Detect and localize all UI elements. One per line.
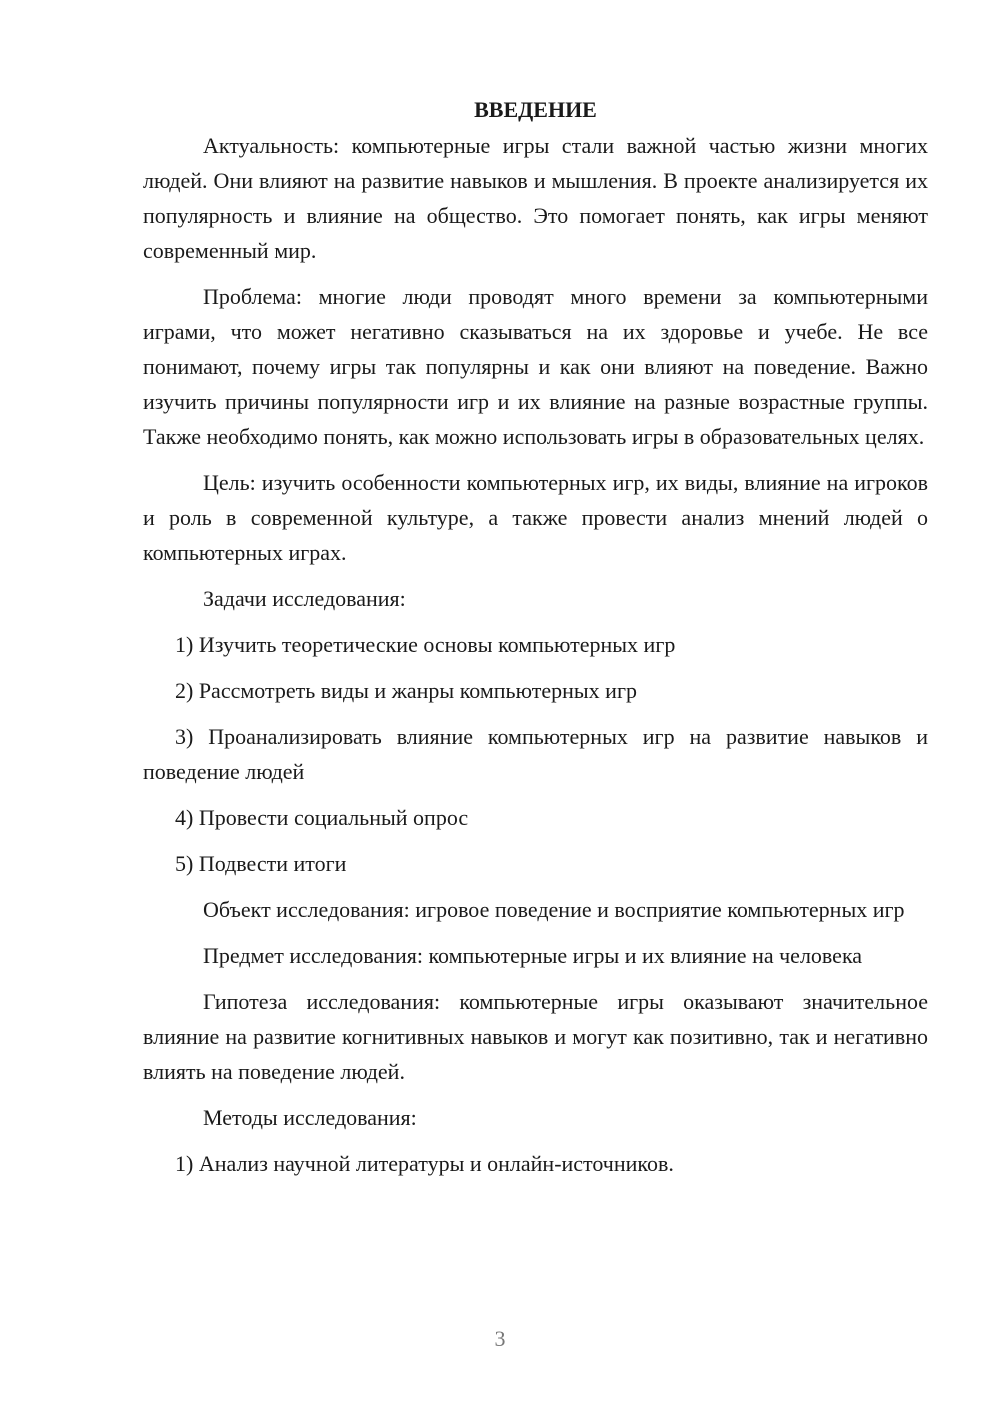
relevance-paragraph: Актуальность: компьютерные игры стали важной частью жизни многих людей. Они влияют на развитие навыков и мышления. В проекте анализируется их популярность и влияние на общество. Это помогает понять, как игры меняют современный мир.: [143, 133, 928, 263]
document-page: [143, 92, 928, 1181]
subject-paragraph: Предмет исследования: компьютерные игры и их влияние на человека: [203, 943, 863, 968]
task-item: 4) Провести социальный опрос: [175, 805, 469, 830]
hypothesis-paragraph: Гипотеза исследования: компьютерные игры оказывают значительное влияние на развитие когнитивных навыков и могут как позитивно, так и негативно влиять на поведение людей.: [143, 989, 928, 1084]
tasks-heading: Задачи исследования:: [203, 586, 406, 611]
object-paragraph: Объект исследования: игровое поведение и восприятие компьютерных игр: [203, 897, 905, 922]
task-item: 1) Изучить теоретические основы компьютерных игр: [175, 632, 676, 657]
section-title: ВВЕДЕНИЕ: [474, 97, 597, 122]
method-item: 1) Анализ научной литературы и онлайн-источников.: [175, 1151, 674, 1176]
goal-paragraph: Цель: изучить особенности компьютерных игр, их виды, влияние на игроков и роль в современной культуре, а также провести анализ мнений людей о компьютерных играх.: [143, 470, 928, 565]
task-item: 3) Проанализировать влияние компьютерных игр на развитие навыков и поведение людей: [143, 724, 928, 784]
problem-paragraph: Проблема: многие люди проводят много времени за компьютерными играми, что может негативно сказываться на их здоровье и учебе. Не все понимают, почему игры так популярны и как они влияют на поведение. Важно изучить причины популярности игр и их влияние на разные возрастные группы. Также необходимо понять, как можно использовать игры в образовательных целях.: [143, 284, 928, 449]
methods-heading: Методы исследования:: [203, 1105, 417, 1130]
task-item: 2) Рассмотреть виды и жанры компьютерных игр: [175, 678, 637, 703]
page-number: 3: [494, 1326, 506, 1351]
task-item: 5) Подвести итоги: [175, 851, 347, 876]
